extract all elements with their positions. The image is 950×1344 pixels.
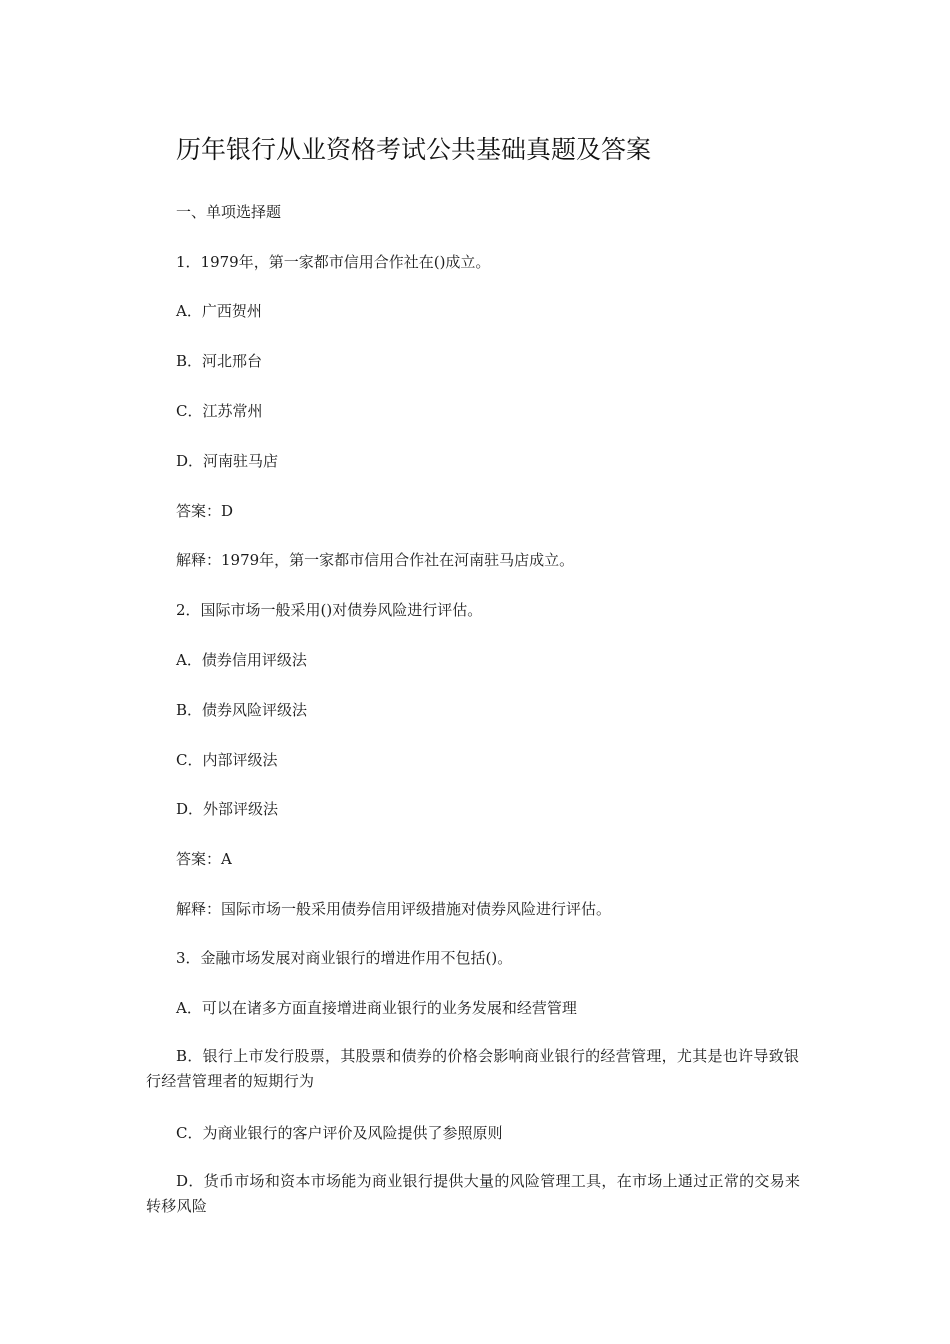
q3-option-b: B．银行上市发行股票，其股票和债券的价格会影响商业银行的经营管理，尤其是也许导致银行经营管理者的短期行为 [146, 1047, 800, 1090]
q1-option-c: C．江苏常州 [176, 402, 263, 420]
q3-option-c: C．为商业银行的客户评价及风险提供了参照原则 [176, 1124, 503, 1142]
q1-option-b: B．河北邢台 [176, 352, 263, 370]
question-1: 1．1979年，第一家都市信用合作社在()成立。 [176, 253, 491, 271]
question-2: 2．国际市场一般采用()对债券风险进行评估。 [176, 601, 483, 619]
q1-explanation: 解释：1979年，第一家都市信用合作社在河南驻马店成立。 [176, 551, 575, 569]
q2-option-a: A．债券信用评级法 [176, 651, 307, 669]
section-heading: 一、单项选择题 [176, 203, 282, 221]
q2-option-d: D．外部评级法 [176, 800, 279, 818]
q2-explanation: 解释：国际市场一般采用债券信用评级措施对债券风险进行评估。 [176, 900, 612, 918]
q1-answer: 答案：D [176, 502, 234, 520]
q2-answer: 答案：A [176, 850, 232, 868]
q2-option-c: C．内部评级法 [176, 751, 278, 769]
document-title: 历年银行从业资格考试公共基础真题及答案 [176, 135, 652, 164]
q1-option-d: D．河南驻马店 [176, 452, 279, 470]
q2-option-b: B．债券风险评级法 [176, 701, 308, 719]
q3-option-a: A．可以在诸多方面直接增进商业银行的业务发展和经营管理 [176, 999, 577, 1017]
question-3: 3．金融市场发展对商业银行的增进作用不包括()。 [176, 949, 513, 967]
q1-option-a: A．广西贺州 [176, 302, 262, 320]
q3-option-d: D．货币市场和资本市场能为商业银行提供大量的风险管理工具，在市场上通过正常的交易来转移风险 [146, 1172, 801, 1215]
